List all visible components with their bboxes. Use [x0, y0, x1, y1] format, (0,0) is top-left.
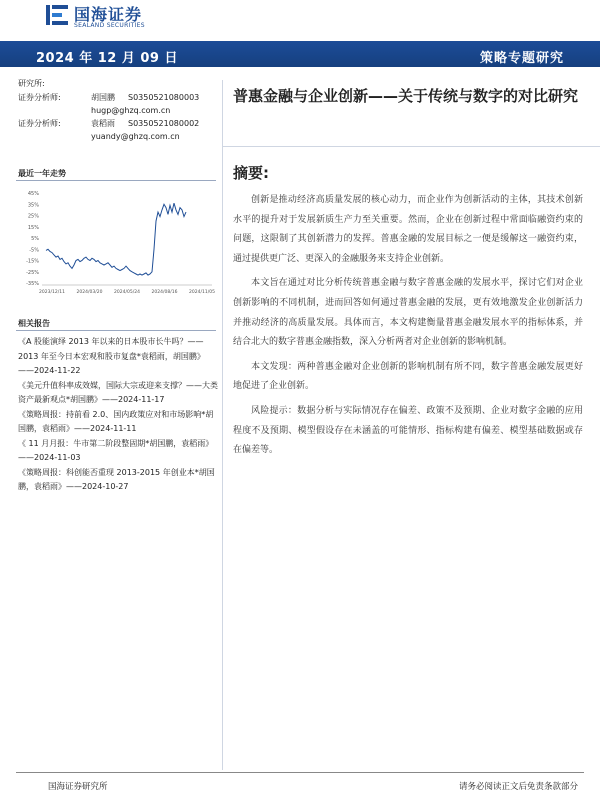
related-report-item[interactable]: 《美元升值科率成效媒，国际大宗或迎来支撑？——大类资产最新观点*胡国鹏》——2024-11-17: [18, 380, 218, 404]
report-title: 普惠金融与企业创新——关于传统与数字的对比研究: [233, 87, 579, 105]
y-tick-label: -15%: [26, 258, 39, 265]
analyst-email[interactable]: yuandy@ghzq.com.cn: [91, 132, 180, 141]
title-divider: [222, 146, 600, 147]
abstract-paragraph: 本文发现：两种普惠金融对企业创新的影响机制有所不同，数字普惠金融发展更好地促进了企业创新。: [233, 361, 583, 392]
x-tick-label: 2024/03/20: [76, 290, 103, 295]
analyst-role: 证券分析师:: [18, 93, 61, 102]
report-date: 2024 年 12 月 09 日: [36, 51, 178, 66]
analyst-email[interactable]: hugp@ghzq.com.cn: [91, 106, 171, 115]
analyst-name: 胡国鹏: [91, 93, 115, 102]
trend-divider: [16, 180, 216, 181]
x-tick-label: 2023/12/11: [39, 290, 65, 295]
abstract-paragraph: 创新是推动经济高质量发展的核心动力，而企业作为创新活动的主体，其技术创新水平的提升对于发展新质生产力至关重要。然而，企业在创新过程中常面临融资约束的问题，这限制了其创新潜力的发挥。普惠金融的发展目标之一便是缓解这一融资约束，通过提供更广泛、更深入的金融服务来支持企业创新。: [233, 195, 583, 264]
y-tick-label: 35%: [27, 202, 39, 209]
related-report-item[interactable]: 《 11 月月报：牛市第二阶段整固期*胡国鹏，袁稻雨》——2024-11-03: [18, 438, 214, 462]
abstract-paragraph: 风险提示：数据分析与实际情况存在偏差、政策不及预期、企业对数字金融的应用程度不及预期、模型假设存在未涵盖的可能情形、指标构建有偏差、模型基础数据或存在偏差等。: [233, 405, 583, 456]
footer-divider: [16, 772, 584, 773]
logo-name-cn: 国海证券: [74, 5, 143, 24]
related-report-item[interactable]: 《A 股能演绎 2013 年以来的日本股市长牛吗？——2013 年至今日本宏观和股市复盘*袁稻雨，胡国鹏》——2024-11-22: [18, 337, 205, 375]
research-label: 研究所:: [18, 79, 45, 88]
related-reports: [18, 335, 218, 495]
analyst-name: 袁稻雨: [91, 119, 115, 128]
related-report-item[interactable]: 《策略周报：持前看 2.0、国内政策应对和市场影响*胡国鹏，袁稻雨》——2024-11-11: [18, 409, 214, 433]
report-category: 策略专题研究: [479, 51, 564, 66]
analyst-cert: S0350521080003: [128, 93, 200, 102]
y-tick-label: -5%: [29, 247, 39, 254]
footer-org: 国海证券研究所: [48, 782, 108, 792]
y-tick-label: -35%: [26, 281, 39, 287]
trend-title: 最近一年走势: [18, 169, 66, 178]
analyst-role: 证券分析师:: [18, 119, 61, 128]
abstract-body: [233, 191, 583, 466]
y-tick-label: 45%: [27, 191, 39, 197]
logo-name-en: SEALAND SECURITIES: [74, 22, 145, 29]
related-report-item[interactable]: 《策略周报：科创能否重现 2013-2015 年创业本*胡国鹏，袁稻雨》——2024-10-27: [18, 467, 215, 491]
y-tick-label: 25%: [27, 213, 39, 220]
abstract-paragraph: 本文旨在通过对比分析传统普惠金融与数字普惠金融的发展水平，探讨它们对企业创新影响的不同机制，进而回答如何通过普惠金融的发展，更有效地激发企业创新活力并推动经济的高质量发展。具体而言，本文构建衡量普惠金融发展水平的指标体系，并结合北大的数字普惠金融指数，深入分析两者对企业创新的影响机制。: [233, 278, 583, 348]
x-tick-label: 2024/11/05: [189, 290, 215, 295]
analyst-cert: S0350521080002: [128, 119, 200, 128]
series-line: [46, 203, 186, 275]
column-divider: [222, 80, 223, 770]
footer-disclaimer: 请务必阅读正文后免责条款部分: [458, 782, 578, 792]
x-tick-label: 2024/05/24: [114, 290, 140, 295]
x-tick-label: 2024/08/16: [151, 290, 178, 295]
y-tick-label: 15%: [27, 224, 39, 231]
abstract-heading: 摘要:: [233, 164, 269, 182]
sealand-logo-icon: [46, 5, 68, 25]
y-tick-label: -25%: [26, 269, 39, 276]
related-title: 相关报告: [18, 319, 50, 328]
y-tick-label: 5%: [31, 236, 39, 242]
related-divider: [16, 330, 216, 331]
trend-chart: [16, 185, 216, 303]
